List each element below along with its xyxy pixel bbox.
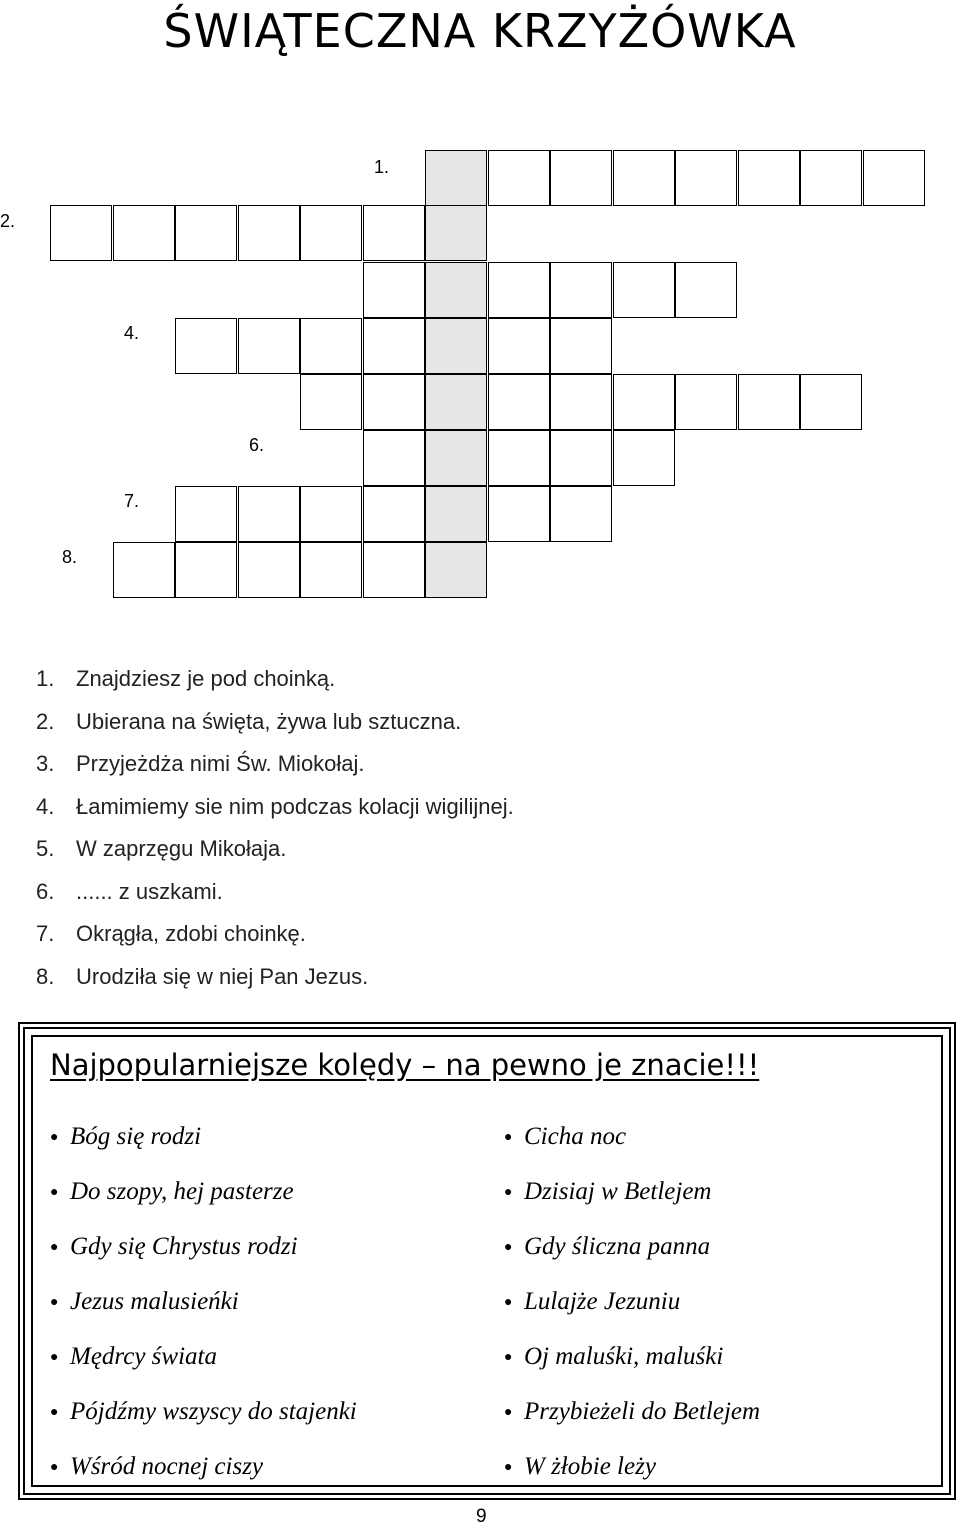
clue-text: ...... z uszkami. — [76, 878, 223, 904]
carols-list-right — [504, 1119, 760, 1504]
clue-number: 5. — [36, 836, 55, 861]
clue-item — [36, 701, 514, 744]
clue-text: Przyjeżdża nimi Św. Miokołaj. — [76, 751, 365, 776]
carol-title: Do szopy, hej pasterze — [70, 1178, 294, 1205]
crossword-cell[interactable] — [675, 262, 737, 318]
carol-title: W żłobie leży — [524, 1453, 656, 1480]
clue-item — [36, 828, 514, 871]
solution-cell[interactable] — [425, 150, 487, 206]
carol-item — [504, 1394, 760, 1449]
bullet-icon: ● — [50, 1405, 59, 1420]
solution-cell[interactable] — [425, 374, 487, 430]
row-number-7: 7. — [124, 491, 140, 511]
row-number-8: 8. — [62, 547, 78, 567]
crossword-cell[interactable] — [175, 486, 237, 542]
crossword-cell[interactable] — [50, 205, 112, 261]
clue-number: 1. — [36, 666, 55, 691]
clue-text: Okrągła, zdobi choinkę. — [76, 921, 306, 946]
carol-item — [50, 1229, 357, 1284]
crossword-cell[interactable] — [363, 262, 425, 318]
carol-item — [50, 1339, 357, 1394]
crossword-cell[interactable] — [300, 486, 362, 542]
crossword-cell[interactable] — [800, 150, 862, 206]
bullet-icon: ● — [504, 1295, 513, 1310]
crossword-cell[interactable] — [363, 374, 425, 430]
carol-item — [504, 1119, 760, 1174]
carols-list-left — [50, 1119, 357, 1504]
carol-title: Dzisiaj w Betlejem — [524, 1178, 712, 1205]
crossword-cell[interactable] — [738, 374, 800, 430]
carol-title: Mędrcy świata — [70, 1343, 217, 1370]
crossword-cell[interactable] — [363, 205, 425, 261]
carols-box-title: Najpopularniejsze kolędy – na pewno je znacie!!! — [50, 1048, 760, 1082]
carol-title: Cicha noc — [524, 1123, 627, 1150]
crossword-cell[interactable] — [175, 205, 237, 261]
crossword-cell[interactable] — [363, 430, 425, 486]
solution-cell[interactable] — [425, 430, 487, 486]
bullet-icon: ● — [50, 1130, 59, 1145]
carol-title: Przybieżeli do Betlejem — [524, 1398, 761, 1425]
carol-item — [50, 1449, 357, 1504]
crossword-cell[interactable] — [175, 318, 237, 374]
clue-number: 7. — [36, 921, 55, 946]
clue-item — [36, 871, 514, 914]
clue-text: Urodziła się w niej Pan Jezus. — [76, 963, 369, 989]
row-number-1: 1. — [374, 157, 390, 177]
crossword-cell[interactable] — [113, 205, 175, 261]
crossword-cell[interactable] — [550, 374, 612, 430]
bullet-icon: ● — [50, 1185, 59, 1200]
row-number-4: 4. — [124, 323, 140, 343]
clue-item — [36, 913, 514, 956]
crossword-cell[interactable] — [613, 430, 675, 486]
carol-item — [50, 1284, 357, 1339]
solution-cell[interactable] — [425, 486, 487, 542]
clue-text: Ubierana na święta, żywa lub sztuczna. — [76, 708, 462, 734]
clue-item — [36, 658, 514, 701]
crossword-cell[interactable] — [488, 430, 550, 486]
carol-title: Gdy śliczna panna — [524, 1233, 711, 1260]
clue-text: W zaprzęgu Mikołaja. — [76, 836, 287, 861]
bullet-icon: ● — [50, 1240, 59, 1255]
clue-number: 4. — [36, 793, 55, 819]
crossword-cell[interactable] — [300, 318, 362, 374]
carol-title: Pójdźmy wszyscy do stajenki — [70, 1398, 357, 1425]
bullet-icon: ● — [504, 1405, 513, 1420]
crossword-cell[interactable] — [613, 374, 675, 430]
carol-title: Oj maluśki, maluśki — [524, 1343, 724, 1370]
crossword-cell[interactable] — [300, 374, 362, 430]
crossword-cell[interactable] — [488, 486, 550, 542]
crossword-cell[interactable] — [613, 150, 675, 206]
crossword-cell[interactable] — [363, 542, 425, 598]
crossword-cell[interactable] — [675, 150, 737, 206]
solution-cell[interactable] — [425, 542, 487, 598]
clue-text: Znajdziesz je pod choinką. — [76, 666, 336, 691]
crossword-cell[interactable] — [113, 542, 175, 598]
crossword-cell[interactable] — [550, 262, 612, 318]
carol-item — [504, 1174, 760, 1229]
clue-item — [36, 786, 514, 829]
solution-cell[interactable] — [425, 262, 487, 318]
clue-number: 3. — [36, 751, 55, 776]
carol-item — [504, 1229, 760, 1284]
clue-item — [36, 956, 514, 999]
carol-title: Gdy się Chrystus rodzi — [70, 1233, 298, 1260]
bullet-icon: ● — [504, 1130, 513, 1145]
crossword-cell[interactable] — [863, 150, 925, 206]
carol-item — [504, 1284, 760, 1339]
crossword-cell[interactable] — [488, 262, 550, 318]
clue-list — [36, 658, 514, 998]
page-number: 9 — [476, 1506, 487, 1527]
carol-item — [50, 1394, 357, 1449]
carol-title: Lulajże Jezuniu — [524, 1288, 681, 1315]
row-number-6: 6. — [249, 435, 265, 455]
crossword-cell[interactable] — [800, 374, 862, 430]
crossword-cell[interactable] — [238, 318, 300, 374]
crossword-cell[interactable] — [238, 542, 300, 598]
crossword-cell[interactable] — [488, 318, 550, 374]
crossword-cell[interactable] — [738, 150, 800, 206]
crossword-cell[interactable] — [488, 374, 550, 430]
crossword-cell[interactable] — [300, 205, 362, 261]
clue-item — [36, 743, 514, 786]
crossword-cell[interactable] — [488, 150, 550, 206]
crossword-cell[interactable] — [550, 486, 612, 542]
solution-cell[interactable] — [425, 318, 487, 374]
carol-item — [50, 1174, 357, 1229]
clue-number: 8. — [36, 963, 55, 989]
crossword-cell[interactable] — [300, 542, 362, 598]
crossword-cell[interactable] — [363, 486, 425, 542]
crossword-cell[interactable] — [238, 205, 300, 261]
solution-cell[interactable] — [425, 205, 487, 261]
crossword-cell[interactable] — [550, 318, 612, 374]
carol-item — [504, 1449, 760, 1504]
row-number-2: 2. — [0, 211, 16, 231]
clue-text: Łamimiemy sie nim podczas kolacji wigilijnej. — [76, 793, 514, 819]
bullet-icon: ● — [50, 1460, 59, 1475]
bullet-icon: ● — [504, 1240, 513, 1255]
crossword-cell[interactable] — [238, 486, 300, 542]
bullet-icon: ● — [50, 1295, 59, 1310]
bullet-icon: ● — [50, 1350, 59, 1365]
page-title: ŚWIĄTECZNA KRZYŻÓWKA — [163, 4, 797, 58]
clue-number: 6. — [36, 878, 55, 904]
crossword-cell[interactable] — [175, 542, 237, 598]
carol-title: Wśród nocnej ciszy — [70, 1453, 264, 1480]
crossword-cell[interactable] — [550, 430, 612, 486]
bullet-icon: ● — [504, 1350, 513, 1365]
carol-title: Jezus malusieńki — [70, 1288, 239, 1315]
carol-title: Bóg się rodzi — [70, 1123, 202, 1150]
crossword-cell[interactable] — [363, 318, 425, 374]
clue-number: 2. — [36, 708, 55, 734]
carol-item — [50, 1119, 357, 1174]
bullet-icon: ● — [504, 1185, 513, 1200]
bullet-icon: ● — [504, 1460, 513, 1475]
crossword-cell[interactable] — [613, 262, 675, 318]
carol-item — [504, 1339, 760, 1394]
crossword-cell[interactable] — [675, 374, 737, 430]
crossword-cell[interactable] — [550, 150, 612, 206]
